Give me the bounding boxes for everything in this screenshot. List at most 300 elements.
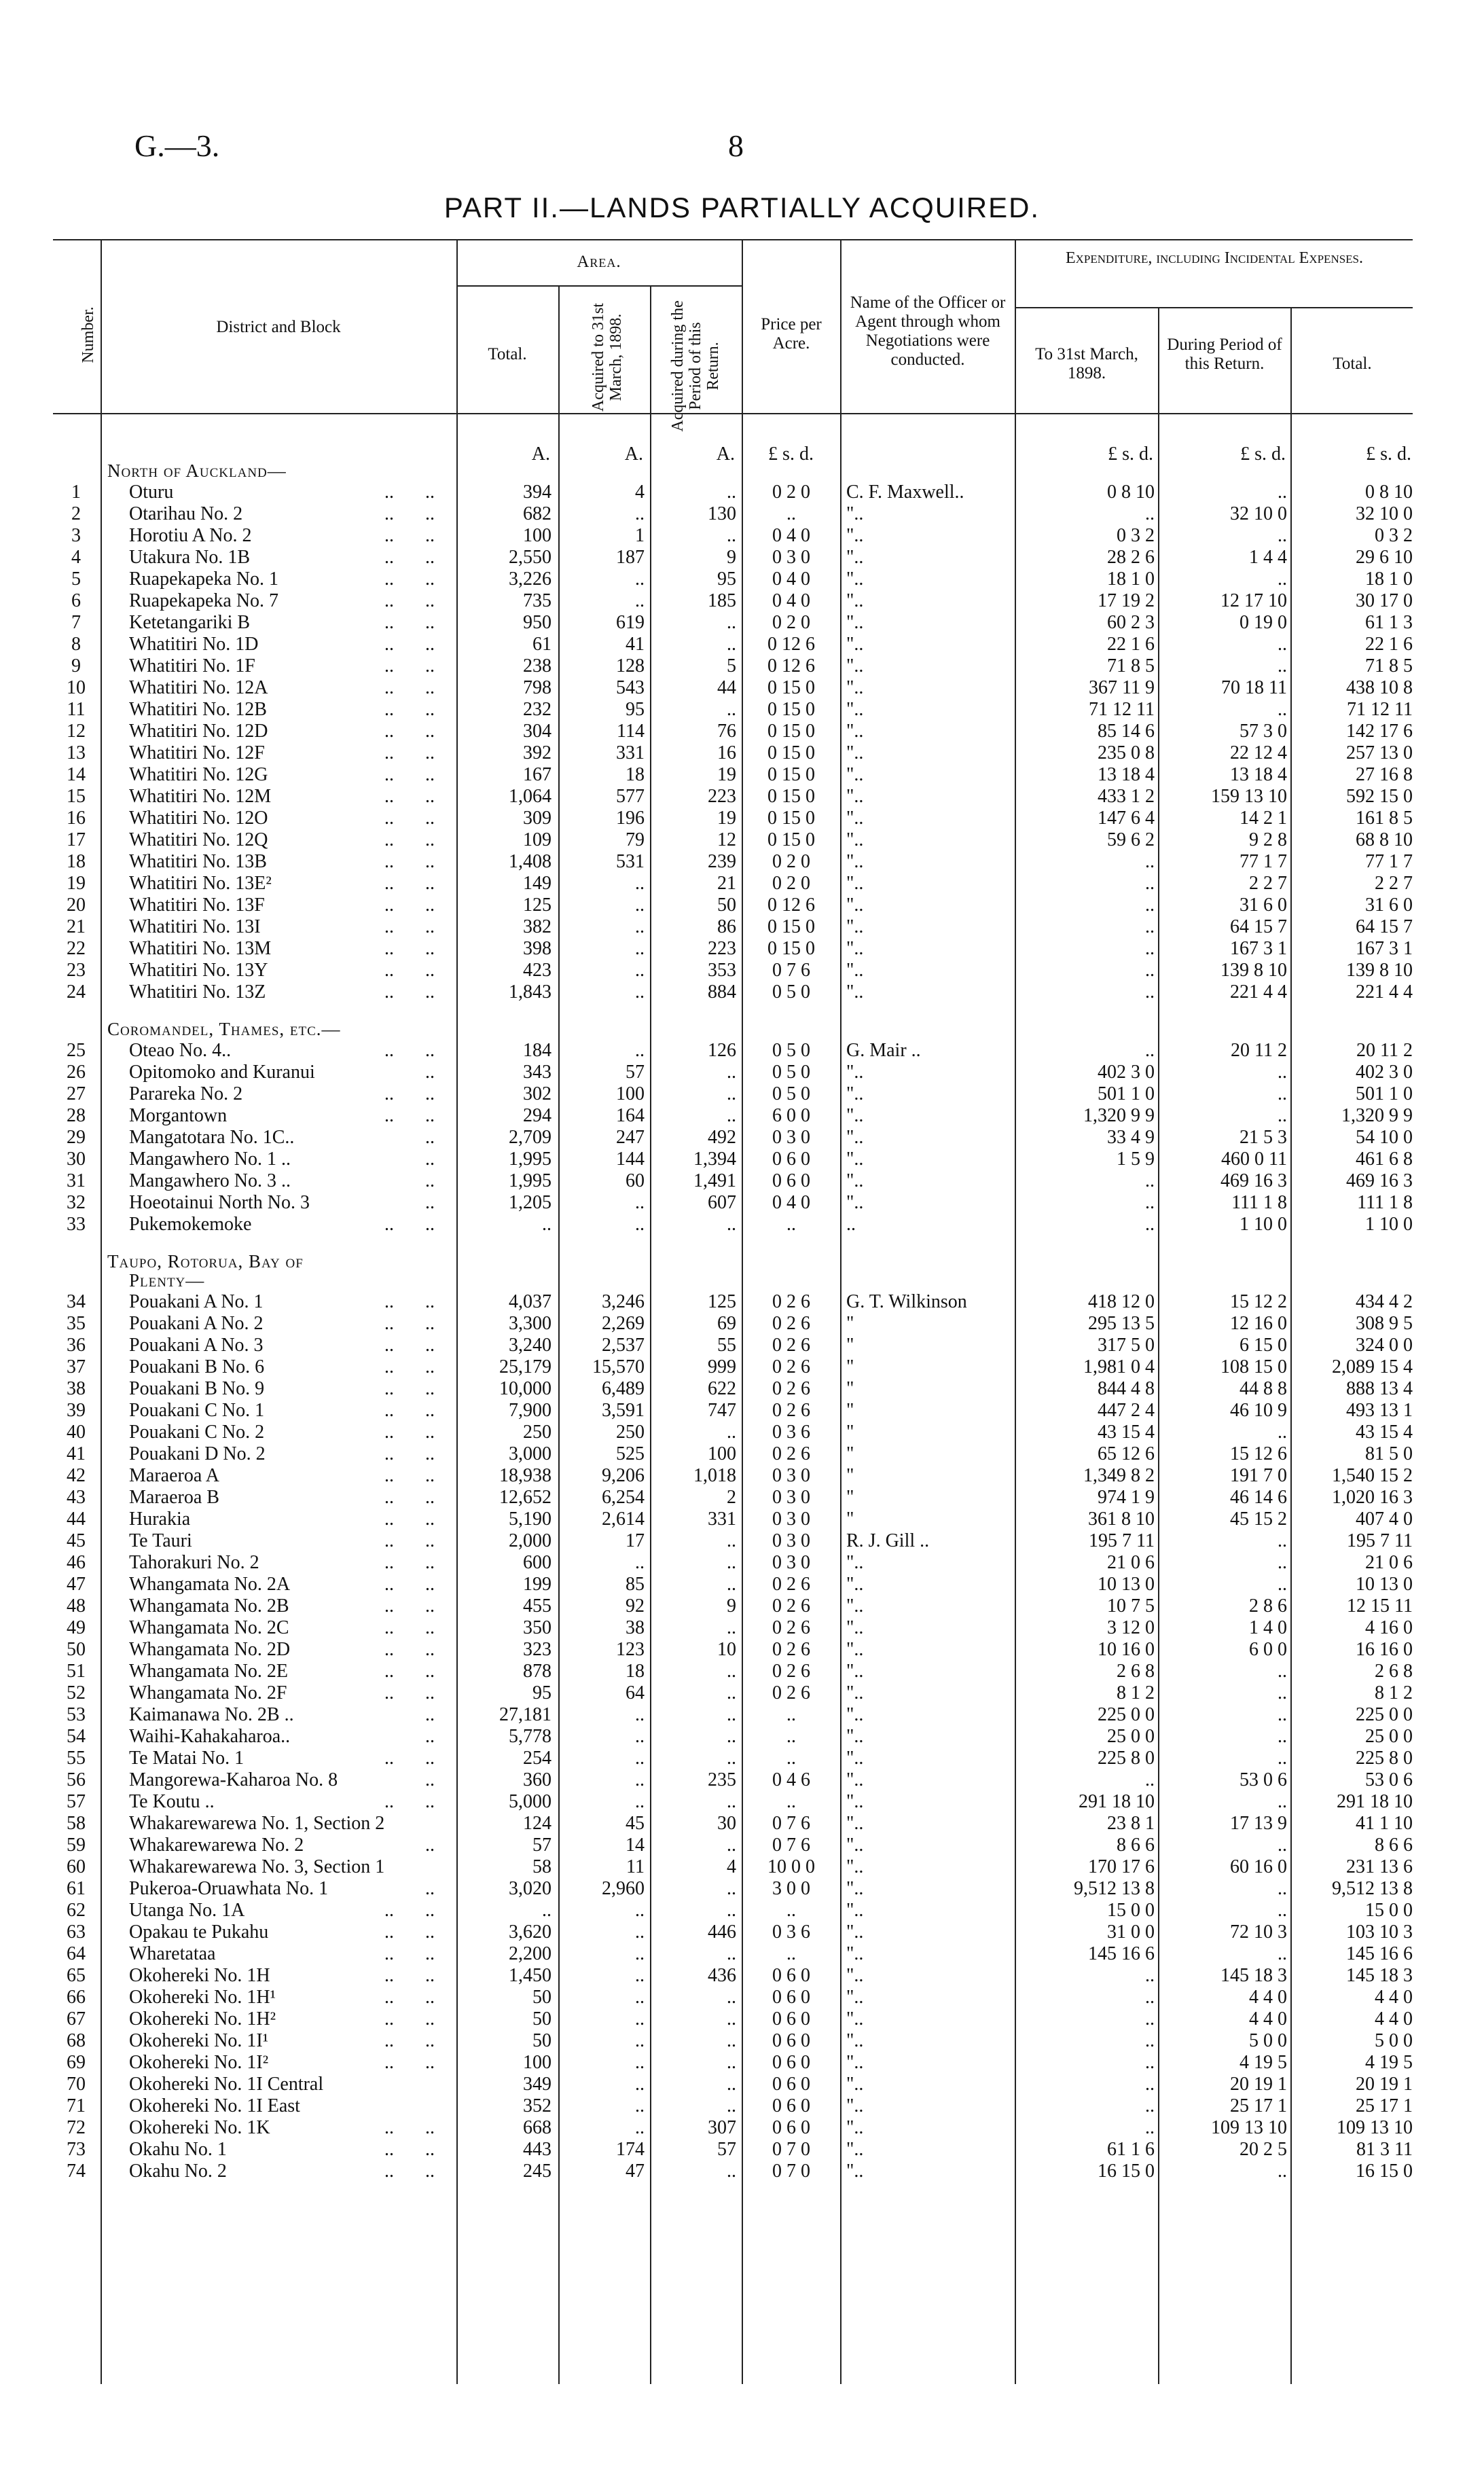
row-number: 27 [67, 1083, 86, 1104]
area-total: 5,000 [509, 1791, 551, 1812]
leader-dots: .. [384, 1291, 394, 1312]
officer-name: ".. [846, 590, 864, 611]
area-total: 184 [523, 1040, 551, 1061]
area-total: 57 [532, 1835, 551, 1856]
exp-total: 18 1 0 [1365, 569, 1413, 590]
exp-during: 70 18 11 [1221, 677, 1287, 698]
leader-dots: .. [384, 1595, 394, 1617]
exp-total: 2 2 7 [1375, 873, 1413, 894]
officer-name: ".. [846, 634, 864, 655]
exp-total: 20 19 1 [1356, 2074, 1413, 2095]
area-before: .. [635, 590, 645, 611]
exp-during: 72 10 3 [1230, 1922, 1287, 1943]
area-during: 30 [717, 1813, 736, 1834]
block-name: Whangamata No. 2C [129, 1617, 289, 1638]
row-number: 22 [67, 938, 86, 959]
leader-dots: .. [384, 808, 394, 829]
block-name: Whatitiri No. 13Z [129, 981, 266, 1003]
area-before: 14 [626, 1835, 645, 1856]
area-before: 15,570 [592, 1356, 645, 1377]
exp-during: .. [1278, 1552, 1287, 1573]
officer-name: ".. [846, 2052, 864, 2073]
area-before: .. [635, 1922, 645, 1943]
area-during: 16 [717, 742, 736, 763]
area-before: 331 [616, 742, 645, 763]
area-before: .. [635, 2074, 645, 2095]
block-name: Whatitiri No. 1F [129, 655, 255, 677]
area-during: 9 [727, 547, 736, 568]
row-number: 61 [67, 1878, 86, 1899]
exp-during: .. [1278, 1530, 1287, 1551]
row-number: 37 [67, 1356, 86, 1377]
area-total: 25,179 [499, 1356, 551, 1377]
leader-dots: .. [384, 2030, 394, 2051]
area-total: 27,181 [499, 1704, 551, 1725]
block-name: Morgantown [129, 1105, 228, 1126]
row-number: 66 [67, 1987, 86, 2008]
leader-dots: .. [425, 1726, 435, 1747]
exp-total: 308 9 5 [1356, 1313, 1413, 1334]
leader-dots: .. [425, 1987, 435, 2008]
leader-dots: .. [425, 2117, 435, 2138]
area-during: 12 [717, 829, 736, 850]
area-before: 17 [626, 1530, 645, 1551]
exp-to-date: 10 7 5 [1107, 1595, 1155, 1617]
row-number: 45 [67, 1530, 86, 1551]
price-per-acre: 0 2 6 [772, 1617, 810, 1638]
exp-to-date: 317 5 0 [1098, 1335, 1155, 1356]
exp-to-date: .. [1145, 851, 1155, 872]
officer-name: ".. [846, 1922, 864, 1943]
area-during: 185 [708, 590, 736, 611]
block-name: Okohereki No. 1H [129, 1965, 270, 1986]
block-name: Hoeotainui North No. 3 [129, 1192, 310, 1213]
area-total: 360 [523, 1769, 551, 1790]
price-per-acre: 0 7 6 [772, 960, 810, 981]
exp-total: 21 0 6 [1365, 1552, 1413, 1573]
exp-during: 17 13 9 [1230, 1813, 1287, 1834]
price-per-acre: 0 3 6 [772, 1422, 810, 1443]
block-name: Waihi-Kahakaharoa.. [129, 1726, 291, 1747]
leader-dots: .. [384, 1987, 394, 2008]
leader-dots: .. [425, 1062, 435, 1083]
row-number: 56 [67, 1769, 86, 1790]
officer-name: ".. [846, 1704, 864, 1725]
leader-dots: .. [425, 2008, 435, 2030]
leader-dots: .. [384, 916, 394, 937]
area-during: 86 [717, 916, 736, 937]
leader-dots: .. [384, 1965, 394, 1986]
area-during: .. [727, 2008, 736, 2030]
leader-dots: .. [384, 786, 394, 807]
exp-to-date: .. [1145, 938, 1155, 959]
exp-to-date: 0 3 2 [1117, 525, 1155, 546]
leader-dots: .. [425, 1040, 435, 1061]
block-name: Whatitiri No. 12D [129, 721, 268, 742]
row-number: 32 [67, 1192, 86, 1213]
area-total: .. [542, 1214, 551, 1235]
leader-dots: .. [425, 829, 435, 850]
officer-name: ".. [846, 1661, 864, 1682]
area-total: 302 [523, 1083, 551, 1104]
leader-dots: .. [384, 677, 394, 698]
area-total: 1,408 [509, 851, 551, 872]
price-per-acre: 0 6 0 [772, 1170, 810, 1191]
leader-dots: .. [425, 503, 435, 524]
leader-dots: .. [384, 525, 394, 546]
area-before: 2,960 [602, 1878, 645, 1899]
exp-to-date: 974 1 9 [1098, 1487, 1155, 1508]
area-total: 2,709 [509, 1127, 551, 1148]
row-number: 52 [67, 1682, 86, 1703]
officer-name: ".. [846, 1083, 864, 1104]
area-total: 5,190 [509, 1509, 551, 1530]
officer-name: ".. [846, 1748, 864, 1769]
row-number: 60 [67, 1856, 86, 1877]
exp-during: .. [1278, 1661, 1287, 1682]
exp-total: 30 17 0 [1356, 590, 1413, 611]
area-total: 5,778 [509, 1726, 551, 1747]
area-during: 1,491 [693, 1170, 736, 1191]
area-before: .. [635, 916, 645, 937]
area-total: 2,550 [509, 547, 551, 568]
block-name: Pouakani A No. 3 [129, 1335, 264, 1356]
area-before: 4 [635, 482, 645, 503]
block-name: Whangamata No. 2B [129, 1595, 289, 1617]
exp-during: 53 0 6 [1239, 1769, 1287, 1790]
leader-dots: .. [425, 1291, 435, 1312]
area-before: 57 [626, 1062, 645, 1083]
area-during: 100 [708, 1443, 736, 1464]
row-number: 51 [67, 1661, 86, 1682]
price-per-acre: .. [786, 1704, 796, 1725]
exp-during: .. [1278, 2161, 1287, 2182]
row-number: 14 [67, 764, 86, 785]
area-before: 18 [626, 1661, 645, 1682]
exp-total: 231 13 6 [1346, 1856, 1413, 1877]
officer-name: " [846, 1400, 854, 1421]
area-during: .. [727, 1791, 736, 1812]
price-per-acre: 0 2 6 [772, 1400, 810, 1421]
block-name: Pouakani D No. 2 [129, 1443, 266, 1464]
area-total: 392 [523, 742, 551, 763]
leader-dots: .. [425, 1127, 435, 1148]
area-before: 3,246 [602, 1291, 645, 1312]
block-name: Maraeroa A [129, 1465, 219, 1486]
price-per-acre: 0 12 6 [767, 655, 815, 677]
leader-dots: .. [425, 1639, 435, 1660]
price-per-acre: 0 6 0 [772, 2074, 810, 2095]
area-total: 254 [523, 1748, 551, 1769]
price-per-acre: 0 6 0 [772, 2095, 810, 2116]
leader-dots: .. [384, 1465, 394, 1486]
area-during: 21 [717, 873, 736, 894]
area-before: .. [635, 1552, 645, 1573]
price-per-acre: 0 12 6 [767, 634, 815, 655]
block-name: Oteao No. 4.. [129, 1040, 232, 1061]
area-during: .. [727, 482, 736, 503]
area-total: 600 [523, 1552, 551, 1573]
leader-dots: .. [384, 590, 394, 611]
area-before: 85 [626, 1574, 645, 1595]
leader-dots: .. [425, 895, 435, 916]
leader-dots: .. [425, 1400, 435, 1421]
area-before: .. [635, 1748, 645, 1769]
area-total: 443 [523, 2139, 551, 2160]
exp-to-date: 31 0 0 [1107, 1922, 1155, 1943]
area-during: 436 [708, 1965, 736, 1986]
area-before: 64 [626, 1682, 645, 1703]
price-per-acre: 0 2 6 [772, 1661, 810, 1682]
row-number: 38 [67, 1378, 86, 1399]
report-reference: G.—3. [134, 128, 220, 163]
leader-dots: .. [384, 1443, 394, 1464]
row-number: 11 [67, 699, 86, 720]
row-number: 24 [67, 981, 86, 1003]
leader-dots: .. [425, 1574, 435, 1595]
leader-dots: .. [425, 1769, 435, 1790]
leader-dots: .. [425, 1149, 435, 1170]
area-before: .. [635, 895, 645, 916]
unit-price: £ s. d. [768, 444, 814, 465]
area-total: 61 [532, 634, 551, 655]
area-during: .. [727, 1835, 736, 1856]
officer-name: ".. [846, 829, 864, 850]
col-acquired-during-header: Acquired during the Period of this Return. [669, 300, 722, 432]
exp-to-date: 145 16 6 [1088, 1943, 1155, 1964]
area-total: 149 [523, 873, 551, 894]
price-per-acre: .. [786, 1726, 796, 1747]
leader-dots: .. [384, 938, 394, 959]
exp-to-date: .. [1145, 2030, 1155, 2051]
leader-dots: .. [384, 1639, 394, 1660]
price-per-acre: 0 15 0 [767, 677, 815, 698]
area-before: .. [635, 2117, 645, 2138]
area-before: .. [635, 938, 645, 959]
area-during: 446 [708, 1922, 736, 1943]
officer-name: ".. [846, 1639, 864, 1660]
area-before: 196 [616, 808, 645, 829]
price-per-acre: 0 4 6 [772, 1769, 810, 1790]
price-per-acre: 0 15 0 [767, 829, 815, 850]
area-during: 884 [708, 981, 736, 1003]
officer-name: ".. [846, 677, 864, 698]
area-during: 9 [727, 1595, 736, 1617]
exp-total: 291 18 10 [1337, 1791, 1413, 1812]
price-per-acre: .. [786, 1791, 796, 1812]
leader-dots: .. [384, 2139, 394, 2160]
area-total: 3,000 [509, 1443, 551, 1464]
area-before: 2,537 [602, 1335, 645, 1356]
officer-name: ".. [846, 1192, 864, 1213]
leader-dots: .. [425, 1878, 435, 1899]
officer-name: .. [846, 1214, 856, 1235]
block-name: Mangorewa-Kaharoa No. 8 [129, 1769, 338, 1790]
officer-name: " [846, 1313, 854, 1334]
block-name: Ketetangariki B [129, 612, 251, 633]
row-number: 31 [67, 1170, 86, 1191]
exp-during: 60 16 0 [1230, 1856, 1287, 1877]
leader-dots: .. [425, 547, 435, 568]
price-per-acre: 0 5 0 [772, 1040, 810, 1061]
leader-dots: .. [384, 1313, 394, 1334]
area-total: 398 [523, 938, 551, 959]
price-per-acre: 0 3 0 [772, 547, 810, 568]
area-total: 58 [532, 1856, 551, 1877]
leader-dots: .. [425, 569, 435, 590]
leader-dots: .. [425, 1170, 435, 1191]
area-total: 735 [523, 590, 551, 611]
exp-during: 31 6 0 [1239, 895, 1287, 916]
leader-dots: .. [425, 1965, 435, 1986]
part-title: PART II.—LANDS PARTIALLY ACQUIRED. [444, 192, 1040, 223]
officer-name: ".. [846, 503, 864, 524]
officer-name: ".. [846, 938, 864, 959]
area-before: 100 [616, 1083, 645, 1104]
officer-name: ".. [846, 2139, 864, 2160]
area-before: 60 [626, 1170, 645, 1191]
leader-dots: .. [425, 699, 435, 720]
exp-to-date: 18 1 0 [1107, 569, 1155, 590]
area-during: .. [727, 1422, 736, 1443]
row-number: 26 [67, 1062, 86, 1083]
area-total: 50 [532, 2030, 551, 2051]
row-number: 50 [67, 1639, 86, 1660]
leader-dots: .. [425, 1214, 435, 1235]
officer-name: ".. [846, 1062, 864, 1083]
block-name: Whatitiri No. 12F [129, 742, 265, 763]
row-number: 25 [67, 1040, 86, 1061]
exp-during: 6 0 0 [1249, 1639, 1287, 1660]
leader-dots: .. [425, 2052, 435, 2073]
area-during: .. [727, 1661, 736, 1682]
exp-during: 13 18 4 [1230, 764, 1287, 785]
price-per-acre: 0 15 0 [767, 808, 815, 829]
leader-dots: .. [425, 938, 435, 959]
leader-dots: .. [425, 2139, 435, 2160]
row-number: 18 [67, 851, 86, 872]
leader-dots: .. [425, 742, 435, 763]
exp-to-date: 225 0 0 [1098, 1704, 1155, 1725]
exp-during: 20 2 5 [1239, 2139, 1287, 2160]
col-exp-during-header: During Period of this Return. [1167, 336, 1282, 373]
officer-name: ".. [846, 2074, 864, 2095]
exp-to-date: 1,981 0 4 [1083, 1356, 1155, 1377]
area-total: 394 [523, 482, 551, 503]
row-number: 23 [67, 960, 86, 981]
officer-name: ".. [846, 1170, 864, 1191]
officer-name: " [846, 1378, 854, 1399]
exp-to-date: 60 2 3 [1107, 612, 1155, 633]
row-number: 53 [67, 1704, 86, 1725]
price-per-acre: 0 2 6 [772, 1682, 810, 1703]
price-per-acre: 0 4 0 [772, 1192, 810, 1213]
leader-dots: .. [384, 829, 394, 850]
leader-dots: .. [384, 1943, 394, 1964]
area-during: 331 [708, 1509, 736, 1530]
block-name: Whatitiri No. 12O [129, 808, 268, 829]
exp-total: 5 0 0 [1375, 2030, 1413, 2051]
area-during: 10 [717, 1639, 736, 1660]
expenditure-group-rule [1015, 307, 1413, 308]
district-group-heading-cont: Plenty— [129, 1270, 205, 1291]
price-per-acre: 0 2 6 [772, 1313, 810, 1334]
area-total: 1,450 [509, 1965, 551, 1986]
area-before: 1 [635, 525, 645, 546]
area-total: .. [542, 1900, 551, 1921]
leader-dots: .. [425, 1083, 435, 1104]
table-top-rule [53, 239, 1413, 240]
exp-during: .. [1278, 1791, 1287, 1812]
exp-total: 139 8 10 [1346, 960, 1413, 981]
officer-name: " [846, 1356, 854, 1377]
area-before: 619 [616, 612, 645, 633]
exp-total: 10 13 0 [1356, 1574, 1413, 1595]
exp-to-date: 13 18 4 [1098, 764, 1155, 785]
area-total: 109 [523, 829, 551, 850]
exp-total: 16 15 0 [1356, 2161, 1413, 2182]
exp-total: 167 3 1 [1356, 938, 1413, 959]
leader-dots: .. [384, 1922, 394, 1943]
exp-during: 20 11 2 [1231, 1040, 1287, 1061]
exp-to-date: .. [1145, 916, 1155, 937]
area-total: 352 [523, 2095, 551, 2116]
price-per-acre: 0 2 0 [772, 873, 810, 894]
block-name: Mangawhero No. 3 .. [129, 1170, 291, 1191]
leader-dots: .. [425, 1835, 435, 1856]
area-during: .. [727, 2095, 736, 2116]
exp-during: 167 3 1 [1230, 938, 1287, 959]
price-per-acre: 0 5 0 [772, 1083, 810, 1104]
exp-to-date: .. [1145, 1769, 1155, 1790]
area-during: 1,394 [693, 1149, 736, 1170]
exp-to-date: .. [1145, 1192, 1155, 1213]
row-number: 9 [71, 655, 81, 677]
exp-during: 139 8 10 [1220, 960, 1287, 981]
exp-to-date: 22 1 6 [1107, 634, 1155, 655]
block-name: Okahu No. 2 [129, 2161, 227, 2182]
area-before: .. [635, 960, 645, 981]
price-per-acre: 0 2 6 [772, 1378, 810, 1399]
officer-name: ".. [846, 1987, 864, 2008]
exp-total: 54 10 0 [1356, 1127, 1413, 1148]
area-during: .. [727, 1552, 736, 1573]
leader-dots: .. [425, 808, 435, 829]
block-name: Oturu [129, 482, 174, 503]
price-per-acre: 0 3 0 [772, 1487, 810, 1508]
area-total: 3,300 [509, 1313, 551, 1334]
officer-name: ".. [846, 2095, 864, 2116]
block-name: Utakura No. 1B [129, 547, 251, 568]
price-per-acre: 0 2 6 [772, 1356, 810, 1377]
exp-during: .. [1278, 525, 1287, 546]
leader-dots: .. [425, 1748, 435, 1769]
exp-total: 8 6 6 [1375, 1835, 1413, 1856]
leader-dots: .. [425, 525, 435, 546]
leader-dots: .. [425, 1335, 435, 1356]
exp-to-date: 291 18 10 [1079, 1791, 1155, 1812]
col-divider [101, 239, 102, 2384]
exp-during: 14 2 1 [1239, 808, 1287, 829]
price-per-acre: 0 2 0 [772, 612, 810, 633]
price-per-acre: 0 6 0 [772, 1965, 810, 1986]
row-number: 29 [67, 1127, 86, 1148]
exp-total: 20 11 2 [1356, 1040, 1413, 1061]
area-during: 19 [717, 764, 736, 785]
officer-name: ".. [846, 742, 864, 763]
area-before: 250 [616, 1422, 645, 1443]
leader-dots: .. [384, 1083, 394, 1104]
